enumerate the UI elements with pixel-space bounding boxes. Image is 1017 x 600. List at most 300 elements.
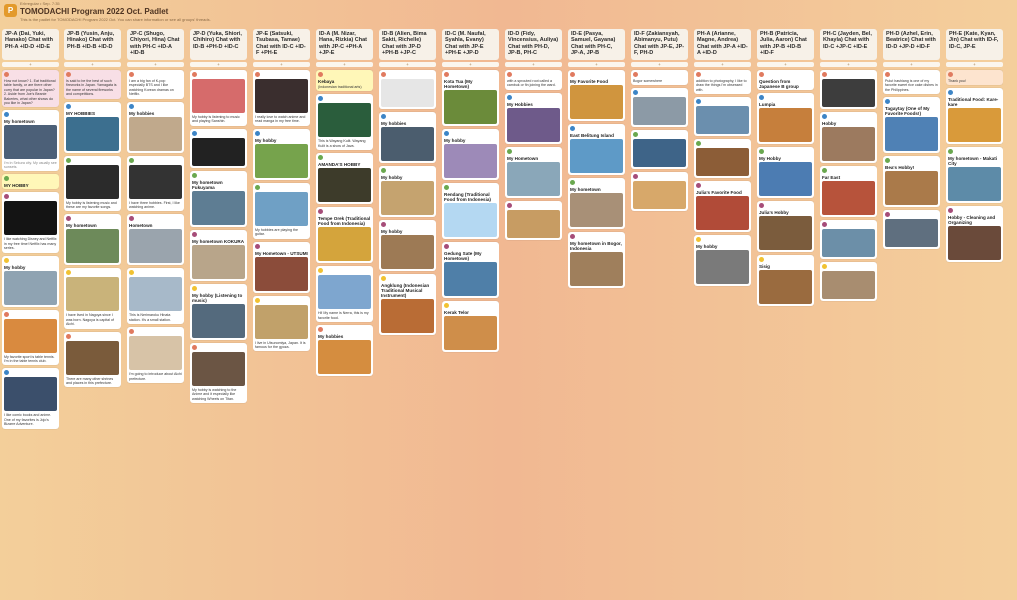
post-card[interactable] [568,232,625,288]
post-card[interactable] [127,214,184,265]
post-header [757,70,814,79]
post-image[interactable] [66,229,119,263]
avatar [381,114,386,119]
add-post-button[interactable]: + [2,62,59,67]
post-header [631,88,688,97]
post-image[interactable] [192,245,245,279]
post-text: I really love to watch anime and read manga in my free time. [255,115,306,124]
post-header [946,147,1003,156]
post-card[interactable] [2,256,59,307]
post-card[interactable] [2,310,59,366]
avatar [192,131,197,136]
avatar [507,149,512,154]
add-post-button[interactable]: + [253,62,310,67]
column [631,29,688,600]
post-title: Tempe Orek (Traditional Food from Indonesia) [318,216,371,227]
avatar [192,345,197,350]
post-image[interactable] [570,252,623,286]
avatar [66,216,71,221]
post-card[interactable] [190,171,247,227]
post-card[interactable] [883,70,940,94]
avatar [507,203,512,208]
post-card[interactable] [2,70,59,107]
avatar [885,72,890,77]
avatar [4,258,9,263]
column-title[interactable]: PH-D (Azhel, Erin, Beatrice) Chat with ID-D +JP-D +ID-F [883,29,940,60]
avatar [696,72,701,77]
column-title[interactable]: ID-F (Zakiansyah, Abimanyu, Putu) Chat with JP-E, JP-F, PH-D [631,29,688,60]
add-post-button[interactable]: + [64,62,121,67]
post-header [190,343,247,352]
post-image[interactable] [192,304,245,338]
avatar [696,141,701,146]
column-title[interactable]: ID-E (Pasya, Samuel, Gayana) Chat with PH-C, JP-A, JP-B [568,29,625,60]
post-header [757,201,814,210]
post-title: Rendang (Traditional Food from Indonesia) [444,192,491,202]
post-image[interactable] [66,277,119,311]
post-header [568,124,625,133]
post-image[interactable] [255,192,308,226]
post-card[interactable] [694,70,751,94]
post-card[interactable] [820,262,877,301]
add-post-button[interactable]: + [316,62,373,67]
post-header [253,296,310,305]
post-header [127,327,184,336]
post-card[interactable] [883,97,940,153]
post-header [946,88,1003,97]
post-card[interactable] [190,343,247,403]
column-title[interactable]: ID-A (M. Nizar, Hana, Rizkia) Chat with JP-C +PH-A +JP-E [316,29,373,60]
post-text: I have three hobbies. First, I like watching anime. [129,200,180,210]
avatar [192,286,197,291]
post-text: Bogor somewhere [633,79,663,83]
post-title: Julia's Hobby [759,210,789,215]
post-header [568,178,625,187]
post-card[interactable] [64,156,121,212]
add-post-button[interactable]: + [442,62,499,67]
post-card[interactable] [127,327,184,383]
post-image[interactable] [759,108,812,142]
post-text: My hobbies are playing the guitar. [255,227,298,237]
post-image[interactable] [822,229,875,257]
add-post-button[interactable]: + [946,62,1003,67]
post-card[interactable] [127,268,184,324]
post-card[interactable] [379,220,436,271]
column-title[interactable]: JP-C (Shugo, Chiyori, Hina) Chat with PH-C +ID-A +ID-B [127,29,184,60]
avatar [255,131,260,136]
post-image[interactable] [192,79,245,113]
post-card[interactable] [190,70,247,126]
post-image[interactable] [129,117,182,151]
avatar [822,222,827,227]
post-image[interactable] [318,340,371,374]
padlet-logo[interactable]: P [4,4,17,17]
post-card[interactable] [757,70,814,90]
post-image[interactable] [192,138,245,166]
post-image[interactable] [66,341,119,375]
post-card[interactable] [442,242,499,298]
post-image[interactable] [129,229,182,263]
post-card[interactable] [631,88,688,127]
post-image[interactable] [948,226,1001,260]
post-header [253,70,310,79]
add-post-button[interactable]: + [631,62,688,67]
post-text: I like comic books and anime. One of my favorites is Jojo's Bizarre Adventure. [4,413,52,427]
post-text: Hi! My name is Nerra, this is my favorite food. [318,311,369,320]
avatar [4,176,9,181]
post-header [442,301,499,310]
post-title: Kerak Telor [444,310,469,315]
post-card[interactable] [253,70,310,126]
avatar [759,95,764,100]
post-card[interactable] [757,255,814,306]
column [757,29,814,600]
post-image[interactable] [381,181,434,215]
post-image[interactable] [255,257,308,291]
post-card[interactable] [253,183,310,239]
post-card[interactable] [379,274,436,335]
post-image[interactable] [633,181,686,209]
post-image[interactable] [255,305,308,339]
post-image[interactable] [444,203,497,237]
post-image[interactable] [696,196,749,230]
avatar [4,312,9,317]
post-image[interactable] [4,125,57,159]
post-image[interactable] [129,277,182,311]
post-card[interactable] [190,129,247,168]
post-header [2,192,59,201]
column [946,29,1003,600]
post-card[interactable] [820,166,877,217]
post-card[interactable] [694,235,751,286]
post-card[interactable] [127,70,184,99]
post-image[interactable] [192,352,245,386]
avatar [759,257,764,262]
add-post-button[interactable]: + [757,62,814,67]
post-card[interactable] [883,156,940,207]
post-header [820,220,877,229]
post-image[interactable] [4,319,57,353]
column [694,29,751,600]
avatar [507,95,512,100]
avatar [570,234,575,239]
add-post-button[interactable]: + [190,62,247,67]
post-image[interactable] [318,168,371,202]
page-subtitle: This is the padlet for TOMODACHI Program 2022 Oct. You can share information or see all groups' threads. [20,17,211,22]
post-image[interactable] [4,271,57,305]
post-title: My hobby [255,137,277,143]
column-title[interactable]: JP-D (Yuka, Shiori, Chihiro) Chat with ID-B +PH-D +ID-C [190,29,247,60]
post-image[interactable] [4,201,57,235]
post-card[interactable] [316,153,373,204]
post-card[interactable] [64,214,121,265]
add-post-button[interactable]: + [883,62,940,67]
avatar [255,72,260,77]
post-text: Is said to be the best of such fireworks in Japan. Yamagata is the name of several fireworks and competitions. [66,79,117,97]
post-card[interactable] [946,88,1003,144]
post-header [694,181,751,190]
post-title: Julia's Favorite Food [696,190,742,196]
post-card[interactable] [946,70,1003,85]
post-header [694,70,751,79]
post-card[interactable] [883,210,940,249]
post-card[interactable] [946,206,1003,262]
post-image[interactable] [129,336,182,370]
post-image[interactable] [822,79,875,107]
avatar [381,168,386,173]
post-header [190,171,247,180]
post-card[interactable] [127,102,184,153]
post-image[interactable] [570,139,623,173]
post-card[interactable] [442,70,499,126]
post-image[interactable] [66,117,119,151]
post-card[interactable] [64,332,121,388]
avatar [192,72,197,77]
post-header [442,183,499,192]
post-card[interactable] [631,130,688,169]
post-image[interactable] [822,181,875,215]
post-image[interactable] [507,210,560,238]
post-header [820,112,877,121]
add-post-button[interactable]: + [379,62,436,67]
post-image[interactable] [885,117,938,151]
post-card[interactable] [820,70,877,109]
post-card[interactable] [64,268,121,328]
post-card[interactable] [64,70,121,99]
post-card[interactable] [379,166,436,217]
post-image[interactable] [570,85,623,119]
post-image[interactable] [318,275,371,309]
avatar [822,72,827,77]
avatar [129,72,134,77]
post-header [64,70,121,79]
post-image[interactable] [822,271,875,299]
post-image[interactable] [444,90,497,124]
post-title: My hometown in Bogor, Indonesia [570,241,622,251]
post-card[interactable] [505,70,562,90]
post-title: East Belitung Island [570,133,614,138]
avatar [633,72,638,77]
post-card[interactable] [694,97,751,136]
post-card[interactable] [505,93,562,144]
post-header [883,156,940,165]
post-image[interactable] [885,219,938,247]
post-header [316,266,373,275]
post-image[interactable] [633,97,686,125]
post-card[interactable] [631,70,688,85]
post-card[interactable] [316,266,373,322]
post-image[interactable] [381,299,434,333]
post-footer: I'm in Sekura city. My usually see sunsets. [4,161,57,170]
post-image[interactable] [444,316,497,350]
post-image[interactable] [507,162,560,196]
post-title: Hometown [129,223,153,229]
post-card[interactable] [379,112,436,163]
post-card[interactable] [316,94,373,150]
column-title[interactable]: JP-E (Satsuki, Tsubasa, Tamae) Chat with ID-C +ID-F +PH-E [253,29,310,60]
post-card[interactable] [442,129,499,180]
post-card[interactable] [757,147,814,198]
post-title: MY HOBBIES [66,110,96,116]
column-title[interactable]: ID-C (M. Naufal, Syahla, Evany) Chat with JP-E +PH-E +JP-D [442,29,499,60]
post-image[interactable] [381,235,434,269]
add-post-button[interactable]: + [820,62,877,67]
column [2,29,59,600]
post-header [190,129,247,138]
avatar [885,158,890,163]
post-card[interactable] [379,70,436,109]
column-title[interactable]: JP-A (Dai, Yuki, Hanako) Chat with PH-A +ID-D +ID-E [2,29,59,60]
post-image[interactable] [255,144,308,178]
avatar [507,72,512,77]
post-image[interactable] [696,106,749,134]
post-card[interactable] [253,242,310,293]
post-card[interactable] [64,102,121,153]
post-title: Kota Tua (My Hometown) [444,79,473,89]
post-title: My Hometown - UTSUMI [255,250,308,256]
avatar [318,268,323,273]
post-card[interactable] [757,93,814,144]
post-card[interactable] [190,284,247,340]
column-title[interactable]: PH-A (Arianne, Magne, Andrea) Chat with JP-A +ID-A +ID-D [694,29,751,60]
post-image[interactable] [444,144,497,178]
post-header [379,112,436,121]
post-header [505,93,562,102]
avatar [129,216,134,221]
add-post-button[interactable]: + [568,62,625,67]
post-image[interactable] [507,108,560,142]
post-image[interactable] [318,103,371,137]
post-card[interactable] [757,201,814,252]
post-card[interactable] [820,220,877,259]
post-card[interactable] [505,201,562,240]
post-card[interactable] [505,147,562,198]
post-image[interactable] [696,250,749,284]
post-image[interactable] [381,79,434,107]
post-header [820,166,877,175]
post-image[interactable] [4,377,57,411]
post-image[interactable] [759,162,812,196]
post-card[interactable] [694,139,751,178]
post-image[interactable] [570,193,623,227]
post-card[interactable] [946,147,1003,203]
column [505,29,562,600]
post-header [946,70,1003,79]
post-card[interactable] [316,325,373,376]
column-title[interactable]: ID-D (Fidy, Vincensius, Auliya) Chat with PH-D, JP-B, PH-C [505,29,562,60]
post-card[interactable] [253,129,310,180]
post-title: Traditional Food: Kare-kare [948,97,999,108]
post-card[interactable] [820,112,877,163]
post-image[interactable] [381,127,434,161]
post-header [253,242,310,251]
post-header [631,70,688,79]
post-card[interactable] [2,368,59,428]
post-header [127,268,184,277]
post-title: My Hometown [507,155,539,161]
post-header [64,268,121,277]
post-card[interactable] [694,181,751,232]
avatar [444,72,449,77]
avatar [948,72,953,77]
post-image[interactable] [66,165,119,199]
post-text: I like watching Disney and Netflix in my free time! Netflix has many series. [4,237,57,251]
avatar [129,104,134,109]
column-title[interactable]: PH-B (Patricia, Julia, Aaron) Chat with JP-B +ID-B +ID-F [757,29,814,60]
avatar [381,222,386,227]
post-card[interactable] [2,174,59,189]
post-card[interactable] [568,70,625,121]
post-header [2,368,59,377]
post-card[interactable] [127,156,184,212]
post-image[interactable] [129,165,182,199]
column-title[interactable]: PH-E (Kate, Kyan, Jin) Chat with ID-F, ID-C, JP-E [946,29,1003,60]
add-post-button[interactable]: + [505,62,562,67]
post-image[interactable] [633,139,686,167]
post-card[interactable] [442,183,499,239]
post-title: My hometown KOKURA [192,238,245,244]
column-title[interactable]: JP-B (Yusin, Anju, Hinako) Chat with PH-B +ID-B +ID-D [64,29,121,60]
post-header [379,220,436,229]
post-card[interactable] [631,172,688,211]
post-card[interactable] [568,124,625,175]
post-image[interactable] [318,227,371,261]
post-image[interactable] [255,79,308,113]
post-card[interactable] [442,301,499,352]
post-image[interactable] [822,127,875,161]
post-header [64,214,121,223]
post-text: with a sprouted root called a cambuk or fin joining the ward. [507,79,556,88]
post-image[interactable] [948,167,1001,201]
header-meta: ErIrregular • Sep. 7:35 [20,1,60,6]
post-image[interactable] [885,171,938,205]
post-header [883,70,940,79]
post-card[interactable] [568,178,625,229]
post-card[interactable] [316,70,373,91]
column [316,29,373,600]
post-card[interactable] [190,230,247,281]
post-card[interactable] [316,207,373,263]
post-card[interactable] [2,192,59,252]
post-card[interactable] [253,296,310,352]
post-title: Gedung Sate (My Hometown) [444,251,482,261]
avatar [4,72,9,77]
post-image[interactable] [948,108,1001,142]
post-card[interactable] [2,110,59,171]
avatar [444,185,449,190]
column-title[interactable]: ID-B (Alien, Bima Sakti, Richelle) Chat with JP-D +PH-B +JP-C [379,29,436,60]
post-title: AMANDA'S HOBBY [318,162,361,168]
post-image[interactable] [192,191,245,225]
column [442,29,499,600]
avatar [318,72,323,77]
avatar [759,149,764,154]
add-post-button[interactable]: + [694,62,751,67]
post-image[interactable] [759,216,812,250]
post-image[interactable] [444,262,497,296]
column-title[interactable]: PH-C (Jayden, Bel, Khayla) Chat with ID-C +JP-C +ID-E [820,29,877,60]
post-image[interactable] [696,148,749,176]
post-title: My hobby [696,244,718,250]
add-post-button[interactable]: + [127,62,184,67]
avatar [948,208,953,213]
post-image[interactable] [759,270,812,304]
post-text: This is Wayang Kulit. Wayang Kulit is a show of Java. [318,139,366,148]
avatar [129,270,134,275]
post-header [64,102,121,111]
post-text: My favorite sport is table tennis. I'm in the table tennis club. [4,354,55,364]
post-header [316,153,373,162]
